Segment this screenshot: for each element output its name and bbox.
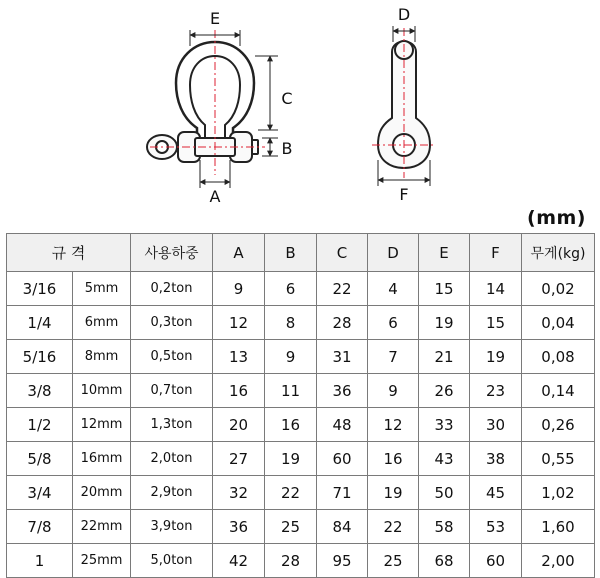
header-b: B [265, 234, 317, 272]
dimension-label-e: E [209, 9, 221, 28]
working-load-cell: 0,3ton [131, 306, 213, 340]
e-cell: 50 [419, 476, 470, 510]
diameter-cell: 12mm [73, 408, 131, 442]
header-weight: 무게(kg) [522, 234, 595, 272]
f-cell: 53 [470, 510, 522, 544]
header-c: C [317, 234, 368, 272]
shackle-front-view [147, 42, 258, 162]
diameter-cell: 20mm [73, 476, 131, 510]
size-cell: 3/8 [7, 374, 73, 408]
table-row [7, 340, 595, 374]
d-cell: 16 [368, 442, 419, 476]
diameter-cell: 25mm [73, 544, 131, 578]
a-cell: 27 [213, 442, 265, 476]
f-cell: 19 [470, 340, 522, 374]
header-f: F [470, 234, 522, 272]
c-cell: 60 [317, 442, 368, 476]
weight-cell: 2,00 [522, 544, 595, 578]
d-cell: 7 [368, 340, 419, 374]
f-cell: 23 [470, 374, 522, 408]
dimension-label-f: F [399, 185, 409, 204]
d-cell: 22 [368, 510, 419, 544]
weight-cell: 0,02 [522, 272, 595, 306]
f-cell: 60 [470, 544, 522, 578]
f-cell: 30 [470, 408, 522, 442]
working-load-cell: 3,9ton [131, 510, 213, 544]
table-row [7, 374, 595, 408]
e-cell: 33 [419, 408, 470, 442]
weight-cell: 1,02 [522, 476, 595, 510]
weight-cell: 0,04 [522, 306, 595, 340]
f-cell: 14 [470, 272, 522, 306]
e-cell: 26 [419, 374, 470, 408]
header-a: A [213, 234, 265, 272]
size-cell: 3/4 [7, 476, 73, 510]
working-load-cell: 0,7ton [131, 374, 213, 408]
working-load-cell: 2,0ton [131, 442, 213, 476]
working-load-cell: 1,3ton [131, 408, 213, 442]
diameter-cell: 5mm [73, 272, 131, 306]
b-cell: 16 [265, 408, 317, 442]
working-load-cell: 5,0ton [131, 544, 213, 578]
table-row [7, 408, 595, 442]
c-cell: 84 [317, 510, 368, 544]
d-cell: 25 [368, 544, 419, 578]
b-cell: 11 [265, 374, 317, 408]
weight-cell: 0,08 [522, 340, 595, 374]
working-load-cell: 0,2ton [131, 272, 213, 306]
header-e: E [419, 234, 470, 272]
c-cell: 36 [317, 374, 368, 408]
e-cell: 19 [419, 306, 470, 340]
header-d: D [368, 234, 419, 272]
size-cell: 5/16 [7, 340, 73, 374]
weight-cell: 1,60 [522, 510, 595, 544]
a-cell: 9 [213, 272, 265, 306]
dimension-label-d: D [397, 5, 411, 24]
table-row [7, 306, 595, 340]
e-cell: 15 [419, 272, 470, 306]
a-cell: 36 [213, 510, 265, 544]
table-row [7, 272, 595, 306]
spec-table [6, 233, 595, 578]
dimension-label-c: C [281, 89, 293, 108]
dimension-label-a: A [209, 187, 221, 206]
size-cell: 7/8 [7, 510, 73, 544]
b-cell: 8 [265, 306, 317, 340]
diameter-cell: 8mm [73, 340, 131, 374]
a-cell: 32 [213, 476, 265, 510]
unit-label: (mm) [527, 207, 586, 229]
e-cell: 21 [419, 340, 470, 374]
d-cell: 19 [368, 476, 419, 510]
b-cell: 9 [265, 340, 317, 374]
diameter-cell: 10mm [73, 374, 131, 408]
d-cell: 4 [368, 272, 419, 306]
working-load-cell: 2,9ton [131, 476, 213, 510]
c-cell: 22 [317, 272, 368, 306]
shackle-dimension-diagram [0, 0, 600, 210]
weight-cell: 0,55 [522, 442, 595, 476]
table-row [7, 544, 595, 578]
size-cell: 3/16 [7, 272, 73, 306]
size-cell: 1/4 [7, 306, 73, 340]
table-row [7, 476, 595, 510]
e-cell: 43 [419, 442, 470, 476]
e-cell: 68 [419, 544, 470, 578]
table-row [7, 510, 595, 544]
size-cell: 5/8 [7, 442, 73, 476]
header-working-load: 사용하중 [131, 234, 213, 272]
spec-table-body [7, 272, 595, 578]
a-cell: 16 [213, 374, 265, 408]
e-cell: 58 [419, 510, 470, 544]
a-cell: 20 [213, 408, 265, 442]
f-cell: 45 [470, 476, 522, 510]
diameter-cell: 6mm [73, 306, 131, 340]
weight-cell: 0,26 [522, 408, 595, 442]
b-cell: 28 [265, 544, 317, 578]
b-cell: 22 [265, 476, 317, 510]
f-cell: 15 [470, 306, 522, 340]
working-load-cell: 0,5ton [131, 340, 213, 374]
b-cell: 6 [265, 272, 317, 306]
d-cell: 6 [368, 306, 419, 340]
c-cell: 31 [317, 340, 368, 374]
c-cell: 95 [317, 544, 368, 578]
d-cell: 12 [368, 408, 419, 442]
diameter-cell: 16mm [73, 442, 131, 476]
c-cell: 71 [317, 476, 368, 510]
b-cell: 19 [265, 442, 317, 476]
c-cell: 48 [317, 408, 368, 442]
dimension-label-b: B [281, 139, 293, 158]
table-row [7, 442, 595, 476]
d-cell: 9 [368, 374, 419, 408]
table-header-row [7, 234, 595, 272]
a-cell: 12 [213, 306, 265, 340]
weight-cell: 0,14 [522, 374, 595, 408]
header-size: 규 격 [7, 234, 131, 272]
c-cell: 28 [317, 306, 368, 340]
a-cell: 13 [213, 340, 265, 374]
a-cell: 42 [213, 544, 265, 578]
diameter-cell: 22mm [73, 510, 131, 544]
b-cell: 25 [265, 510, 317, 544]
size-cell: 1/2 [7, 408, 73, 442]
size-cell: 1 [7, 544, 73, 578]
f-cell: 38 [470, 442, 522, 476]
